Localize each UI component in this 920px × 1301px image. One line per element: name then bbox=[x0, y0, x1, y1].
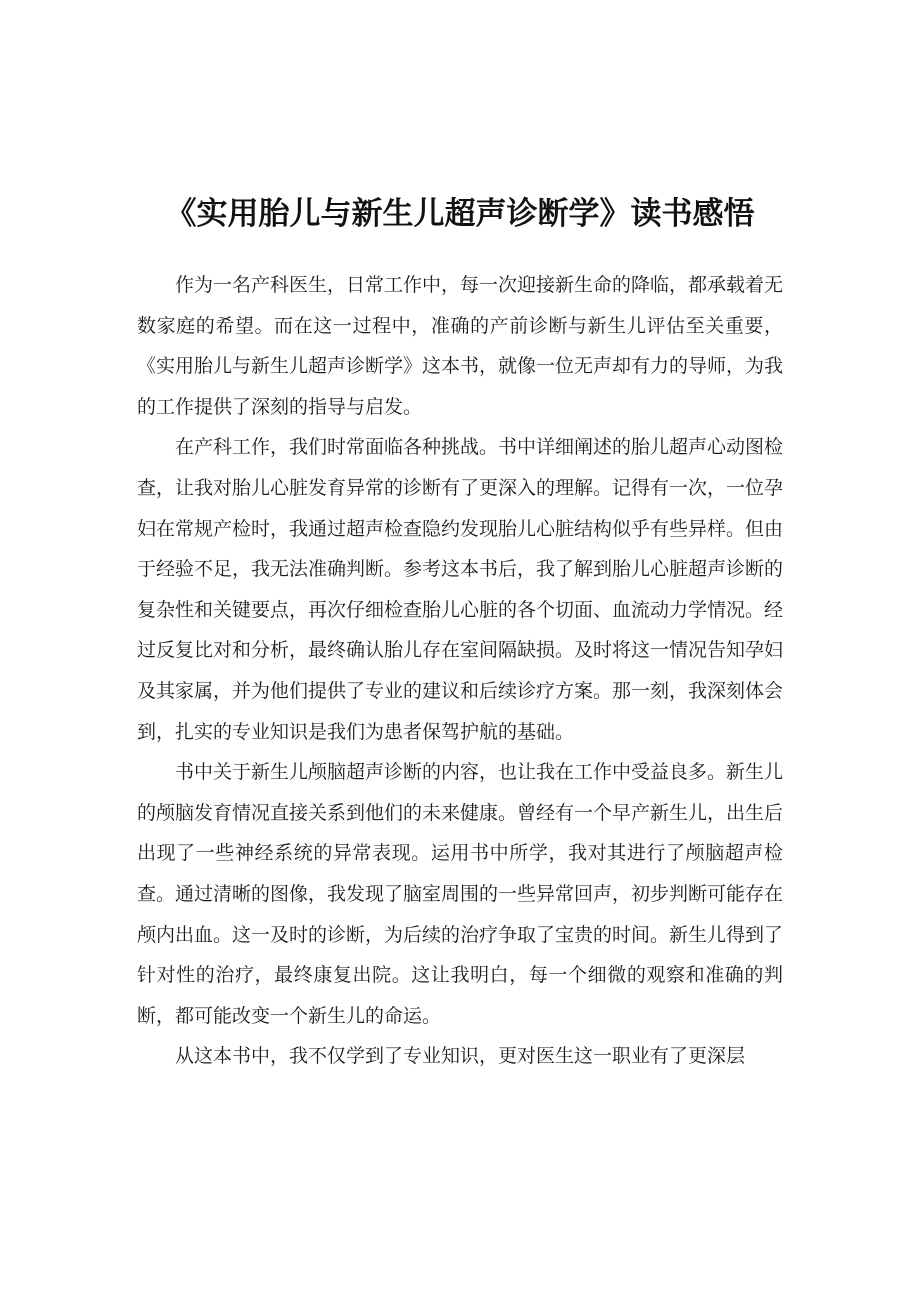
paragraph-1: 作为一名产科医生，日常工作中，每一次迎接新生命的降临，都承载着无数家庭的希望。而在这一过程中，准确的产前诊断与新生儿评估至关重要，《实用胎儿与新生儿超声诊断学》这本书，就像一位无声却有力的导师，为我的工作提供了深刻的指导与启发。 bbox=[137, 274, 784, 418]
paragraph-4: 从这本书中，我不仅学到了专业知识，更对医生这一职业有了更深层 bbox=[175, 1045, 746, 1068]
paragraph-2: 在产科工作，我们时常面临各种挑战。书中详细阐述的胎儿超声心动图检查，让我对胎儿心脏发育异常的诊断有了更深入的理解。记得有一次，一位孕妇在常规产检时，我通过超声检查隐约发现胎儿心脏结构似乎有些异样。但由于经验不足，我无法准确判断。参考这本书后，我了解到胎儿心脏超声诊断的复杂性和关键要点，再次仔细检查胎儿心脏的各个切面、血流动力学情况。经过反复比对和分析，最终确认胎儿存在室间隔缺损。及时将这一情况告知孕妇及其家属，并为他们提供了专业的建议和后续诊疗方案。那一刻，我深刻体会到，扎实的专业知识是我们为患者保驾护航的基础。 bbox=[137, 436, 784, 743]
paragraph-3: 书中关于新生儿颅脑超声诊断的内容，也让我在工作中受益良多。新生儿的颅脑发育情况直接关系到他们的未来健康。曾经有一个早产新生儿，出生后出现了一些神经系统的异常表现。运用书中所学，我对其进行了颅脑超声检查。通过清晰的图像，我发现了脑室周围的一些异常回声，初步判断可能存在颅内出血。这一及时的诊断，为后续的治疗争取了宝贵的时间。新生儿得到了针对性的治疗，最终康复出院。这让我明白，每一个细微的观察和准确的判断，都可能改变一个新生儿的命运。 bbox=[137, 761, 784, 1027]
document-title: 《实用胎儿与新生儿超声诊断学》读书感悟 bbox=[165, 195, 755, 232]
document-body bbox=[137, 265, 783, 1077]
